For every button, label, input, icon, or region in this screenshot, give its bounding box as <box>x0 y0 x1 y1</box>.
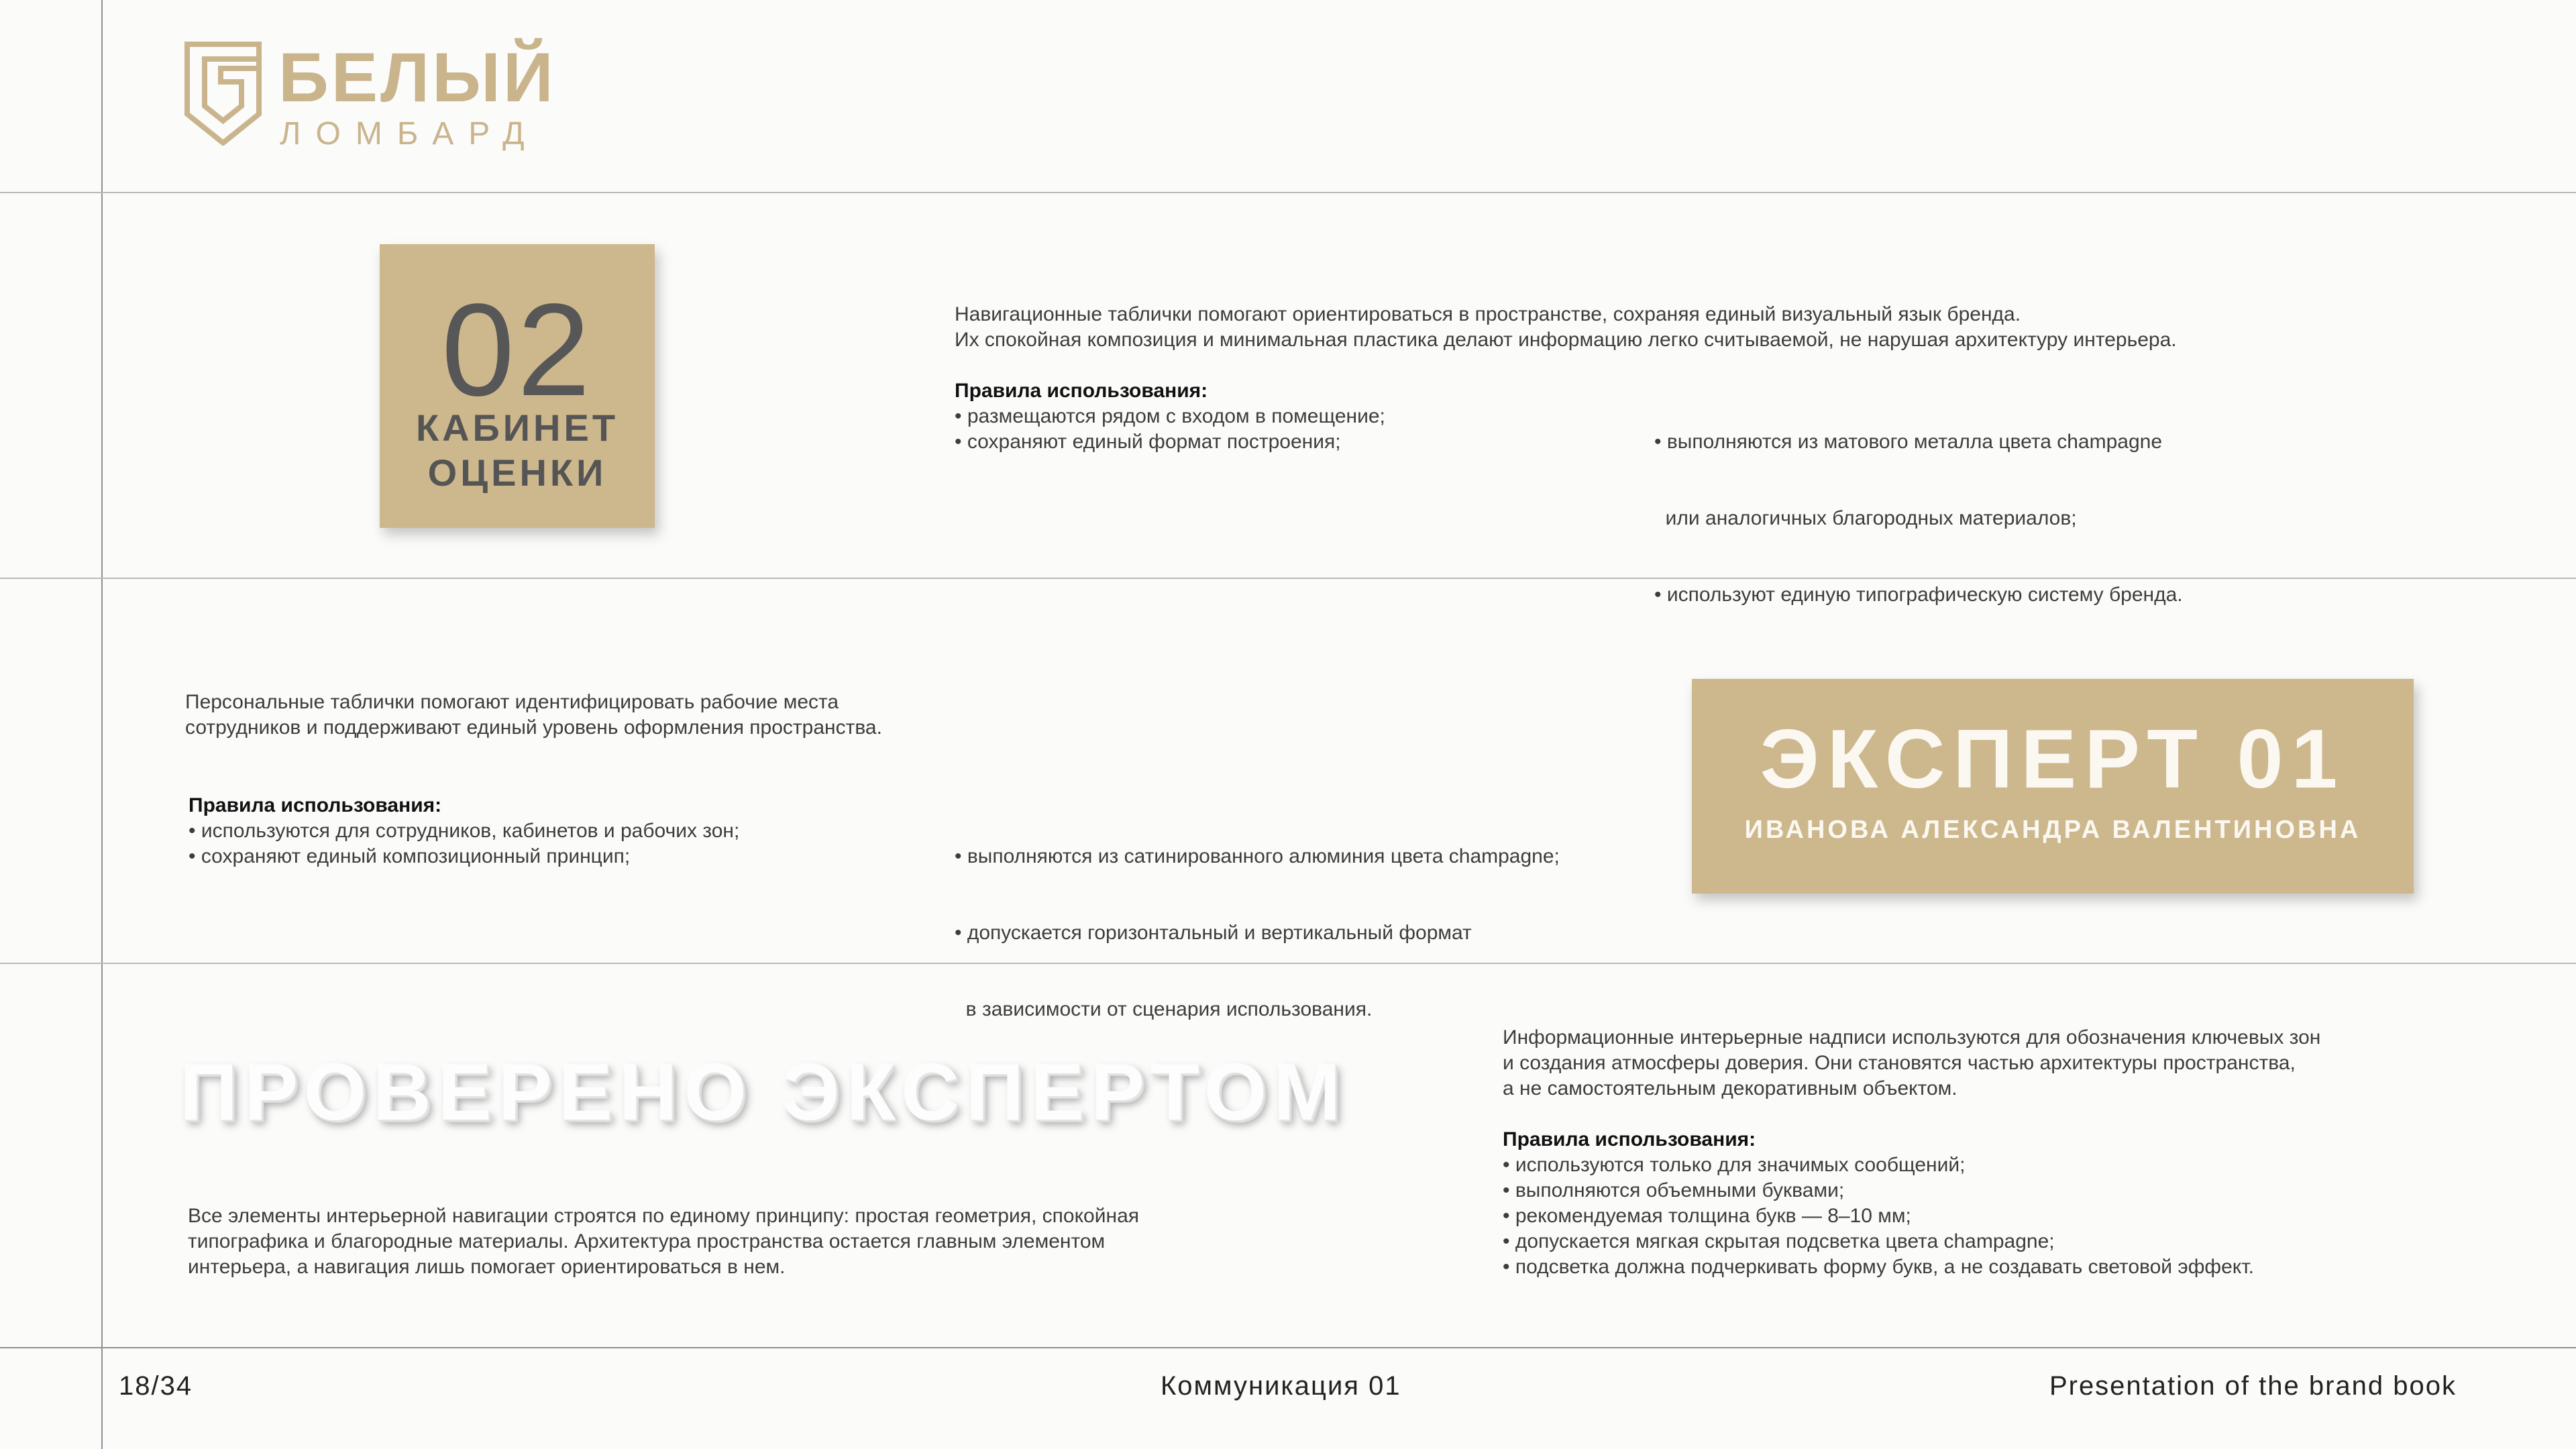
shield-logo-icon <box>184 42 262 146</box>
footer-divider <box>0 1347 2576 1348</box>
paragraph-line: сотрудников и поддерживают единый уровень оформления пространства. <box>185 716 882 739</box>
paragraph-line: и создания атмосферы доверия. Они становятся частью архитектуры пространства, <box>1503 1052 2296 1074</box>
paragraph-line: типографика и благородные материалы. Архитектура пространства остается главным элементом <box>188 1230 1106 1252</box>
section1-intro <box>955 302 2177 353</box>
section3-rules <box>1503 1127 2254 1280</box>
section2-rules-right <box>955 793 1560 1048</box>
rule-item: • выполняются объемными буквами; <box>1503 1179 1845 1201</box>
rules-title: Правила использования: <box>189 794 442 816</box>
rules-title: Правила использования: <box>1503 1128 1756 1150</box>
brand-subtitle: ЛОМБАРД <box>280 116 539 152</box>
rule-item: или аналогичных благородных материалов; <box>1654 507 2077 529</box>
rule-item: • размещаются рядом с входом в помещение; <box>955 405 1385 427</box>
room-label-line2: ОЦЕНКИ <box>427 451 607 494</box>
section1-rules-left <box>955 378 1385 455</box>
embossed-letters-mockup: ПРОВЕРЕНО ЭКСПЕРТОМ <box>180 1047 1348 1137</box>
section3-intro <box>1503 1025 2320 1102</box>
paragraph-line: Все элементы интерьерной навигации строятся по единому принципу: простая геометрия, спокойная <box>188 1205 1139 1227</box>
section3-summary <box>188 1203 1139 1280</box>
rule-item: • выполняются из сатинированного алюминия цвета champagne; <box>955 845 1560 867</box>
footer-section-label: Коммуникация 01 <box>1161 1371 1401 1401</box>
rule-item: • выполняются из матового металла цвета champagne <box>1654 431 2163 453</box>
rule-item: • сохраняют единый формат построения; <box>955 431 1341 453</box>
room-sign-mockup <box>380 244 655 528</box>
paragraph-line: Их спокойная композиция и минимальная пластика делают информацию легко считываемой, не нарушая архитектуру интерьера. <box>955 329 2177 351</box>
vertical-grid-line <box>101 0 103 1449</box>
room-label-line1: КАБИНЕТ <box>415 407 619 449</box>
rule-item: • используются только для значимых сообщений; <box>1503 1154 1966 1176</box>
section2-rules-left <box>189 793 739 869</box>
footer-document-title: Presentation of the brand book <box>2049 1371 2457 1401</box>
paragraph-line: Навигационные таблички помогают ориентироваться в пространстве, сохраняя единый визуальный язык бренда. <box>955 303 2021 325</box>
expert-title: ЭКСПЕРТ 01 <box>1760 713 2346 806</box>
rule-item: • используют единую типографическую систему бренда. <box>1654 584 2183 606</box>
rule-item: в зависимости от сценария использования. <box>955 998 1373 1020</box>
rule-item: • сохраняют единый композиционный принцип; <box>189 845 631 867</box>
brand-logo <box>184 39 556 156</box>
expert-sign-mockup <box>1692 679 2414 894</box>
paragraph-line: Персональные таблички помогают идентифицировать рабочие места <box>185 691 839 713</box>
rule-item: • допускается горизонтальный и вертикальный формат <box>955 922 1472 944</box>
rule-item: • подсветка должна подчеркивать форму букв, а не создавать световой эффект. <box>1503 1256 2254 1278</box>
paragraph-line: Информационные интерьерные надписи используются для обозначения ключевых зон <box>1503 1026 2321 1049</box>
rules-title: Правила использования: <box>955 380 1208 402</box>
brand-name: БЕЛЫЙ <box>278 39 556 117</box>
rule-item: • допускается мягкая скрытая подсветка цвета champagne; <box>1503 1230 2055 1252</box>
paragraph-line: а не самостоятельным декоративным объектом. <box>1503 1077 1957 1099</box>
rule-item: • рекомендуемая толщина букв — 8–10 мм; <box>1503 1205 1911 1227</box>
rule-item: • используются для сотрудников, кабинетов и рабочих зон; <box>189 820 740 842</box>
horizontal-divider <box>0 192 2576 193</box>
page-number: 18/34 <box>119 1371 193 1401</box>
section1-rules-right <box>1654 378 2183 633</box>
section2-intro <box>185 690 882 741</box>
horizontal-divider <box>0 578 2576 579</box>
room-number: 02 <box>441 276 593 423</box>
paragraph-line: интерьера, а навигация лишь помогает ориентироваться в нем. <box>188 1256 786 1278</box>
expert-name: ИВАНОВА АЛЕКСАНДРА ВАЛЕНТИНОВНА <box>1744 816 2361 844</box>
